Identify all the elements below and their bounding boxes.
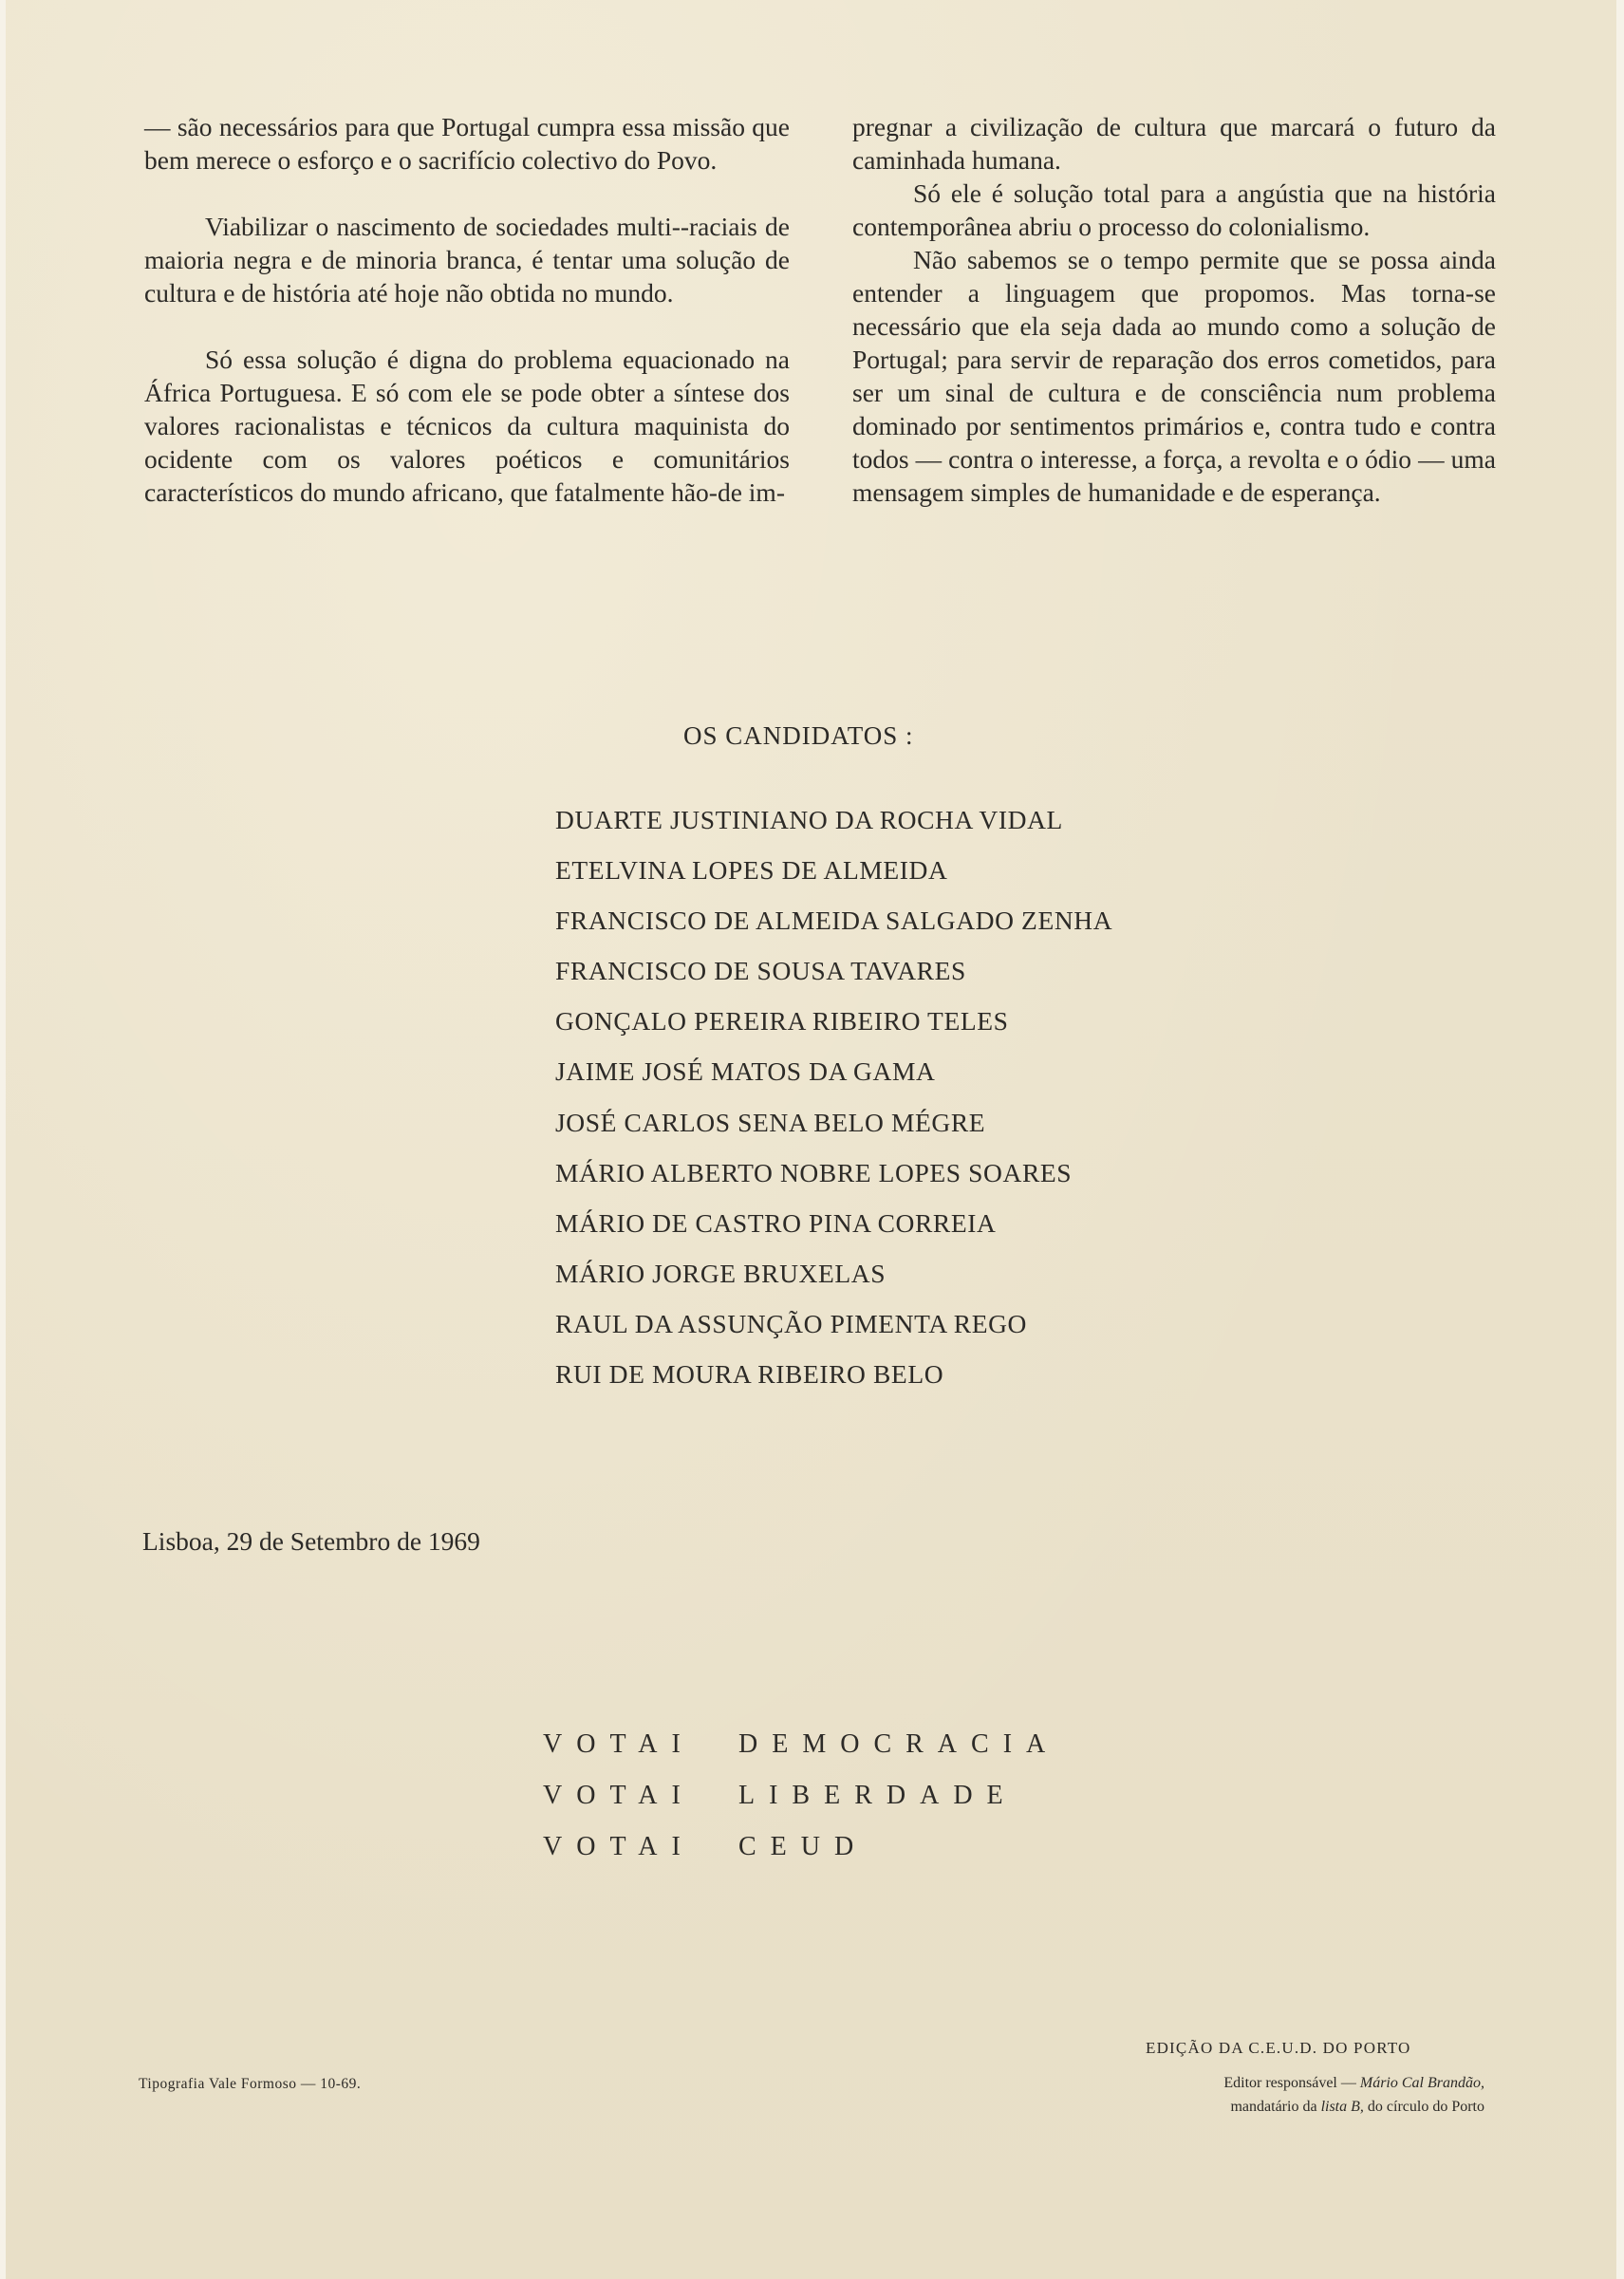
paragraph: Só ele é solução total para a angústia que na história contemporânea abriu o processo do colonialismo. bbox=[852, 178, 1496, 241]
candidate-name: MÁRIO ALBERTO NOBRE LOPES SOARES bbox=[555, 1157, 1073, 1187]
page-edge-right bbox=[1616, 0, 1624, 2279]
slogan-verb: VOTAI bbox=[543, 1729, 695, 1759]
slogan-object: DEMOCRACIA bbox=[738, 1729, 1060, 1759]
candidate-name: RAUL DA ASSUNÇÃO PIMENTA REGO bbox=[555, 1308, 1028, 1338]
paragraph: — são necessários para que Portugal cumpra essa missão que bem merece o esforço e o sacrifício colectivo do Povo. bbox=[144, 112, 790, 175]
edition-credit: EDIÇÃO DA C.E.U.D. DO PORTO bbox=[1146, 2039, 1411, 2057]
mandate-suffix: do círculo do Porto bbox=[1367, 2099, 1484, 2115]
candidate-name: FRANCISCO DE ALMEIDA SALGADO ZENHA bbox=[555, 906, 1113, 936]
candidate-name: JOSÉ CARLOS SENA BELO MÉGRE bbox=[555, 1107, 986, 1137]
candidates-list bbox=[555, 804, 1112, 1409]
page-edge-left bbox=[0, 0, 6, 2279]
left-text-column bbox=[144, 110, 790, 509]
slogan-object: CEUD bbox=[738, 1832, 868, 1861]
slogan-line bbox=[543, 1830, 1059, 1881]
right-text-column bbox=[852, 110, 1496, 509]
slogan-line bbox=[543, 1779, 1059, 1830]
paragraph: pregnar a civilização de cultura que marcará o futuro da caminhada humana. bbox=[852, 112, 1496, 175]
slogan-line bbox=[543, 1728, 1059, 1779]
list-name: lista B, bbox=[1320, 2099, 1364, 2115]
editor-credit bbox=[1120, 2071, 1484, 2119]
candidate-name: MÁRIO DE CASTRO PINA CORREIA bbox=[555, 1207, 997, 1238]
paragraph: Só essa solução é digna do problema equacionado na África Portuguesa. E só com ele se pode obter a síntese dos valores racionalistas e técnicos da cultura maquinista do ocidente com os valores poéticos e comunitários característicos do mundo africano, que fatalmente hão-de im- bbox=[144, 345, 790, 507]
slogan-verb: VOTAI bbox=[543, 1832, 695, 1861]
slogan-object: LIBERDADE bbox=[738, 1781, 1017, 1810]
paragraph: Não sabemos se o tempo permite que se possa ainda entender a linguagem que propomos. Mas torna-se necessário que ela seja dada ao mundo como a solução de Portugal; para servir de reparação dos erros cometidos, para ser um sinal de cultura e de consciência num problema dominado por sentimentos primários e, contra tudo e contra todos — contra o interesse, a força, a revolta e o ódio — uma mensagem simples de humanidade e de esperança. bbox=[852, 245, 1496, 507]
place-and-date: Lisboa, 29 de Setembro de 1969 bbox=[142, 1526, 480, 1556]
candidate-name: ETELVINA LOPES DE ALMEIDA bbox=[555, 855, 948, 886]
candidate-name: RUI DE MOURA RIBEIRO BELO bbox=[555, 1359, 944, 1390]
printer-credit: Tipografia Vale Formoso — 10-69. bbox=[139, 2076, 362, 2092]
candidate-name: JAIME JOSÉ MATOS DA GAMA bbox=[555, 1056, 936, 1087]
editor-prefix: Editor responsável — bbox=[1223, 2075, 1356, 2091]
candidate-name: FRANCISCO DE SOUSA TAVARES bbox=[555, 956, 966, 986]
candidate-name: DUARTE JUSTINIANO DA ROCHA VIDAL bbox=[555, 805, 1063, 834]
candidate-name: MÁRIO JORGE BRUXELAS bbox=[555, 1258, 887, 1288]
mandate-prefix: mandatário da bbox=[1230, 2099, 1317, 2115]
paragraph: Viabilizar o nascimento de sociedades multi--raciais de maioria negra e de minoria branca, é tentar uma solução de cultura e de história até hoje não obtida no mundo. bbox=[144, 212, 790, 308]
candidate-name: GONÇALO PEREIRA RIBEIRO TELES bbox=[555, 1006, 1009, 1037]
editor-name: Mário Cal Brandão, bbox=[1359, 2075, 1484, 2091]
slogans-block bbox=[543, 1728, 1059, 1881]
candidates-heading: OS CANDIDATOS : bbox=[683, 721, 914, 750]
slogan-verb: VOTAI bbox=[543, 1781, 695, 1810]
